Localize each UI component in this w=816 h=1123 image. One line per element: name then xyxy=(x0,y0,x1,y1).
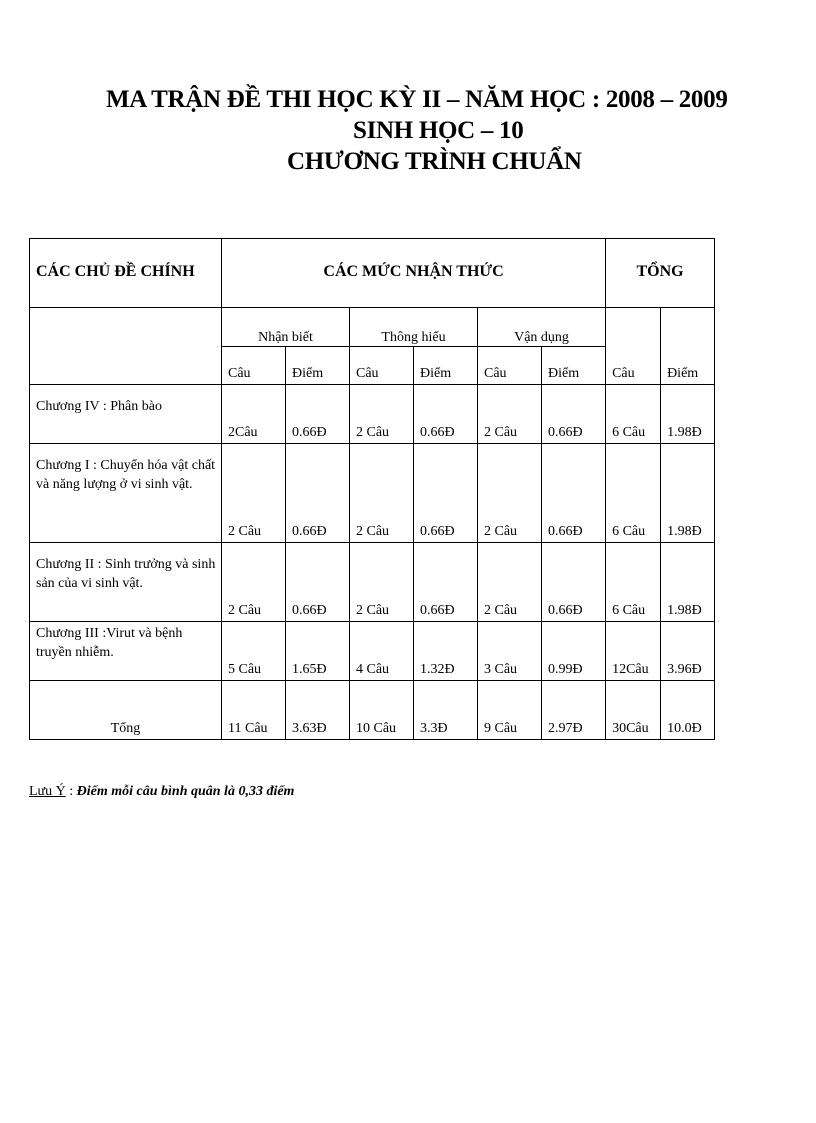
van-dung-diem: 0.99Đ xyxy=(542,622,606,681)
van-dung-diem-header: Điểm xyxy=(542,347,606,385)
level-van-dung: Vận dụng xyxy=(478,308,606,347)
nhan-biet-cau-header: Câu xyxy=(222,347,286,385)
header-total: TỔNG xyxy=(606,239,715,308)
total-row xyxy=(30,681,715,740)
table-row xyxy=(30,385,715,444)
nhan-biet-cau-total: 11 Câu xyxy=(222,681,286,740)
nhan-biet-cau: 2 Câu xyxy=(222,444,286,543)
note-text: Điểm mỗi câu bình quân là 0,33 điểm xyxy=(76,784,295,799)
van-dung-cau-header: Câu xyxy=(478,347,542,385)
thong-hieu-cau-header: Câu xyxy=(350,347,414,385)
nhan-biet-cau: 2Câu xyxy=(222,385,286,444)
van-dung-cau: 2 Câu xyxy=(478,385,542,444)
exam-matrix-table xyxy=(29,238,715,740)
level-nhan-biet: Nhận biết xyxy=(222,308,350,347)
nhan-biet-diem: 0.66Đ xyxy=(286,385,350,444)
van-dung-diem: 0.66Đ xyxy=(542,543,606,622)
thong-hieu-cau-total: 10 Câu xyxy=(350,681,414,740)
thong-hieu-diem-header: Điểm xyxy=(414,347,478,385)
van-dung-diem: 0.66Đ xyxy=(542,385,606,444)
thong-hieu-diem: 0.66Đ xyxy=(414,444,478,543)
thong-hieu-diem: 1.32Đ xyxy=(414,622,478,681)
total-cau: 6 Câu xyxy=(606,385,661,444)
table-row xyxy=(30,444,715,543)
title-line-exam: MA TRẬN ĐỀ THI HỌC KỲ II – NĂM HỌC : 2008 – 2009 xyxy=(106,86,728,113)
nhan-biet-diem: 1.65Đ xyxy=(286,622,350,681)
total-label: Tổng xyxy=(30,681,222,740)
header-topics-blank xyxy=(30,308,222,385)
total-diem: 3.96Đ xyxy=(661,622,715,681)
total-cau: 6 Câu xyxy=(606,543,661,622)
header-topics: CÁC CHỦ ĐỀ CHÍNH xyxy=(30,239,222,308)
nhan-biet-cau: 5 Câu xyxy=(222,622,286,681)
footnote xyxy=(29,784,294,800)
total-cau: 12Câu xyxy=(606,622,661,681)
total-diem: 1.98Đ xyxy=(661,543,715,622)
nhan-biet-diem: 0.66Đ xyxy=(286,444,350,543)
thong-hieu-diem-total: 3.3Đ xyxy=(414,681,478,740)
note-separator: : xyxy=(65,784,77,799)
note-label: Lưu Ý xyxy=(29,784,66,799)
thong-hieu-diem: 0.66Đ xyxy=(414,385,478,444)
thong-hieu-cau: 2 Câu xyxy=(350,444,414,543)
total-diem: 1.98Đ xyxy=(661,385,715,444)
van-dung-diem-total: 2.97Đ xyxy=(542,681,606,740)
nhan-biet-diem-header: Điểm xyxy=(286,347,350,385)
thong-hieu-cau: 2 Câu xyxy=(350,385,414,444)
title-line-program: CHƯƠNG TRÌNH CHUẨN xyxy=(287,148,582,175)
van-dung-cau: 2 Câu xyxy=(478,444,542,543)
level-thong-hieu: Thông hiểu xyxy=(350,308,478,347)
topic-cell: Chương II : Sinh trưởng và sinh sản của vi sinh vật. xyxy=(30,543,222,622)
table-row xyxy=(30,543,715,622)
document-title xyxy=(0,84,816,177)
van-dung-cau: 2 Câu xyxy=(478,543,542,622)
van-dung-cau-total: 9 Câu xyxy=(478,681,542,740)
thong-hieu-cau: 4 Câu xyxy=(350,622,414,681)
nhan-biet-cau: 2 Câu xyxy=(222,543,286,622)
thong-hieu-cau: 2 Câu xyxy=(350,543,414,622)
topic-cell: Chương IV : Phân bào xyxy=(30,385,222,444)
header-row xyxy=(30,239,715,308)
nhan-biet-diem-total: 3.63Đ xyxy=(286,681,350,740)
nhan-biet-diem: 0.66Đ xyxy=(286,543,350,622)
total-cau: 6 Câu xyxy=(606,444,661,543)
table-row xyxy=(30,622,715,681)
total-diem: 1.98Đ xyxy=(661,444,715,543)
level-name-row xyxy=(30,308,715,347)
total-cau-header: Câu xyxy=(606,308,661,385)
grand-total-cau: 30Câu xyxy=(606,681,661,740)
van-dung-cau: 3 Câu xyxy=(478,622,542,681)
topic-cell: Chương I : Chuyển hóa vật chất và năng lượng ở vi sinh vật. xyxy=(30,444,222,543)
thong-hieu-diem: 0.66Đ xyxy=(414,543,478,622)
title-line-subject: SINH HỌC – 10 xyxy=(353,117,524,144)
topic-cell: Chương III :Virut và bệnh truyền nhiễm. xyxy=(30,622,222,681)
header-levels: CÁC MỨC NHẬN THỨC xyxy=(222,239,606,308)
van-dung-diem: 0.66Đ xyxy=(542,444,606,543)
grand-total-diem: 10.0Đ xyxy=(661,681,715,740)
total-diem-header: Điểm xyxy=(661,308,715,385)
